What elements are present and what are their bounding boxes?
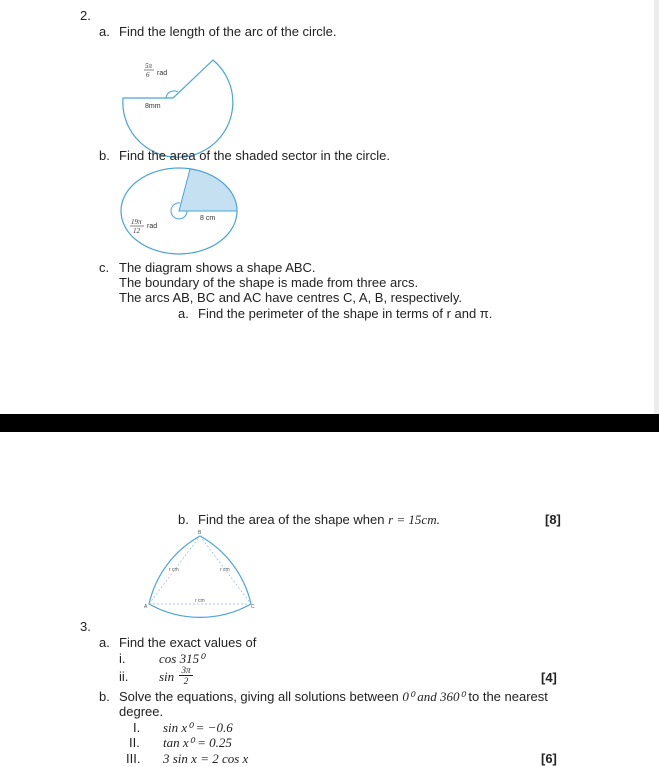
q2b-text: Find the area of the shaded sector in the circle. — [119, 148, 390, 163]
q3b-line1-math: 0⁰ and 360⁰ — [402, 689, 465, 704]
q2c-sub-a-marker: a. — [178, 306, 189, 321]
page-edge-shadow — [654, 0, 659, 414]
angle-numerator: 19π — [131, 218, 142, 226]
q3b-I-marker: I. — [133, 720, 141, 735]
q3b-line2: degree. — [119, 704, 164, 719]
q2c-line2: The boundary of the shape is made from three arcs. — [119, 275, 419, 290]
q3a-marker: a. — [99, 635, 110, 650]
q2a-marker: a. — [99, 24, 110, 39]
q3a-ii-numerator: 3π — [179, 665, 193, 676]
q3a-ii-fraction — [179, 665, 193, 686]
vertex-c-label: C — [251, 604, 255, 610]
vertex-a-label: A — [144, 604, 148, 610]
q3b-line1-pre: Solve the equations, giving all solutions between — [119, 689, 399, 704]
angle-numerator: 5π — [145, 62, 153, 70]
q3b-II-expr: tan x⁰ = 0.25 — [163, 735, 232, 750]
question-3-number: 3. — [80, 619, 91, 634]
q3a-ii-marker: ii. — [119, 669, 129, 684]
arc-outline — [123, 60, 233, 157]
q3a-ii-denominator: 2 — [183, 676, 189, 686]
q2-part2-marks: [8] — [545, 512, 561, 527]
question-2-number: 2. — [80, 8, 91, 23]
q3b-III-marker: III. — [126, 751, 141, 766]
q3a-i-expr: cos 315⁰ — [159, 651, 205, 666]
shape-abc-outline — [149, 536, 251, 617]
q3b-marks: [6] — [541, 751, 557, 766]
q3b-I-expr: sin x⁰ = −0.6 — [163, 720, 233, 735]
angle-unit: rad — [147, 223, 158, 230]
q2-part2-text — [198, 512, 440, 528]
q2c-line1: The diagram shows a shape ABC. — [119, 260, 316, 275]
shaded-sector — [179, 169, 237, 211]
q3b-line1 — [119, 689, 548, 705]
q3a-ii-fn: sin — [159, 669, 175, 684]
reuleaux-triangle-diagram — [143, 528, 261, 614]
angle-denominator: 6 — [146, 71, 150, 79]
q2b-marker: b. — [99, 148, 110, 163]
q3b-line1-post: to the nearest — [468, 689, 548, 704]
q3a-text: Find the exact values of — [119, 635, 257, 650]
side-left-label: r cm — [169, 567, 179, 573]
q2c-line3: The arcs AB, BC and AC have centres C, A, B, respectively. — [119, 290, 462, 305]
angle-unit: rad — [157, 70, 168, 77]
angle-denominator: 12 — [133, 227, 140, 235]
q3b-III-expr: 3 sin x = 2 cos x — [163, 751, 249, 766]
q2a-text: Find the length of the arc of the circle. — [119, 24, 337, 39]
radius-label: 8 cm — [200, 215, 216, 222]
q3a-i-marker: i. — [119, 651, 126, 666]
q2-part2-math: r = 15cm. — [388, 512, 440, 527]
arc-diagram — [115, 55, 240, 145]
q3b-II-marker: II. — [129, 735, 140, 750]
q2c-sub-a-text: Find the perimeter of the shape in terms of r and π. — [198, 306, 493, 321]
q3a-marks: [4] — [541, 670, 557, 685]
radius-label: 8mm — [145, 103, 161, 110]
q2-part2-text-pre: Find the area of the shape when — [198, 512, 385, 527]
shaded-sector-diagram — [120, 168, 240, 260]
page-break — [0, 414, 659, 432]
q2c-marker: c. — [99, 260, 110, 275]
q3b-marker: b. — [99, 689, 110, 704]
side-base-label: r cm — [195, 598, 205, 604]
side-right-label: r cm — [220, 567, 230, 573]
q2-part2-marker: b. — [178, 512, 189, 527]
vertex-b-label: B — [198, 530, 202, 536]
